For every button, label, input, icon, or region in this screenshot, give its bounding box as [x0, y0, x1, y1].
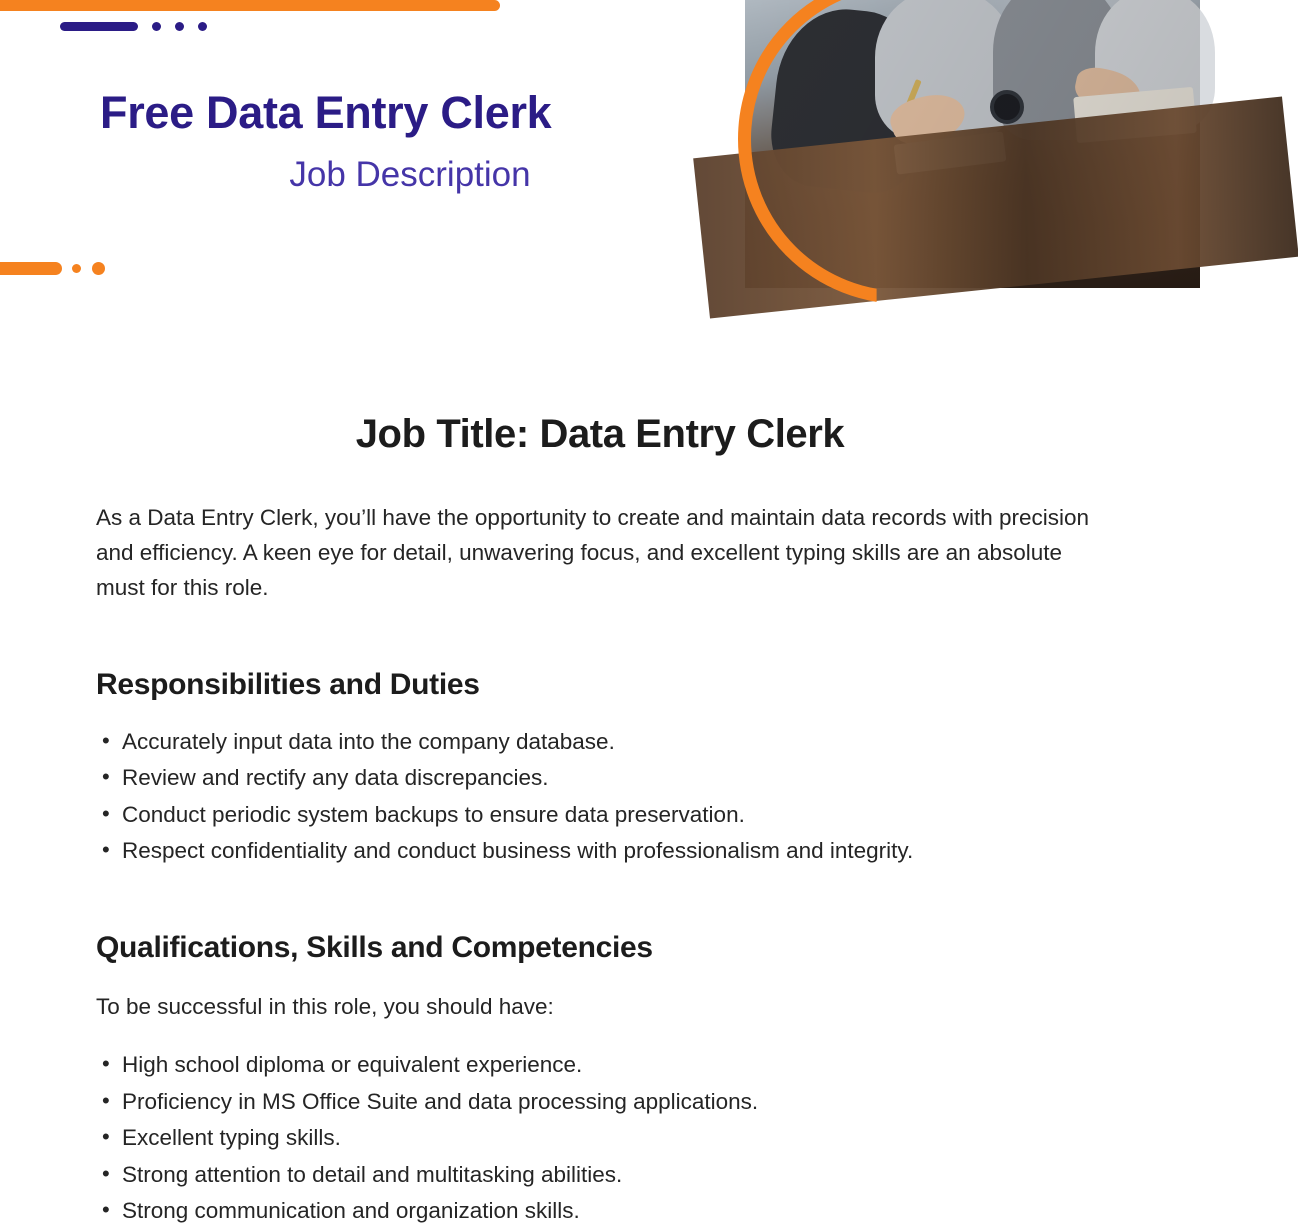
list-item: • Respect confidentiality and conduct business with professionalism and integrity.: [96, 833, 1104, 869]
section-heading-qualifications: Qualifications, Skills and Competencies: [96, 931, 653, 965]
header-photo: [745, 0, 1200, 288]
section-heading-responsibilities: Responsibilities and Duties: [96, 667, 480, 701]
list-item: • Conduct periodic system backups to ensure data preservation.: [96, 797, 1104, 833]
orange-dot-decoration: [72, 264, 81, 273]
list-item: • Strong attention to detail and multitasking abilities.: [96, 1157, 1104, 1193]
job-title-heading: Job Title: Data Entry Clerk: [355, 412, 845, 456]
document-header: [0, 0, 1200, 300]
list-item: • Excellent typing skills.: [96, 1120, 1104, 1156]
qualifications-list: [96, 1047, 1104, 1229]
notebook-shape: [894, 131, 1007, 174]
header-photo-image: [745, 0, 1200, 288]
list-item: • Accurately input data into the company database.: [96, 724, 1104, 760]
list-item: • Proficiency in MS Office Suite and data processing applications.: [96, 1084, 1104, 1120]
document-body: [0, 300, 1200, 1230]
list-item: • Review and rectify any data discrepancies.: [96, 760, 1104, 796]
qualifications-lead-text: To be successful in this role, you should have:: [96, 994, 554, 1020]
page-title: Free Data Entry Clerk: [100, 87, 552, 138]
responsibilities-list: [96, 724, 1104, 870]
navy-dash-decoration: [60, 22, 138, 31]
list-item: • High school diploma or equivalent experience.: [96, 1047, 1104, 1083]
list-item: • Strong communication and organization skills.: [96, 1193, 1104, 1229]
job-intro-paragraph: As a Data Entry Clerk, you’ll have the opportunity to create and maintain data records with precision and efficiency. A keen eye for detail, unwavering focus, and excellent typing skills are an absolute must for this role.: [96, 505, 1090, 600]
header-title-block: [100, 88, 720, 194]
orange-dash-decoration: [0, 262, 62, 275]
navy-dot-decoration: [152, 22, 161, 31]
page-subtitle: Job Description: [289, 154, 531, 194]
navy-dot-decoration: [175, 22, 184, 31]
orange-dot-decoration: [92, 262, 105, 275]
top-orange-bar-decoration: [0, 0, 500, 11]
navy-dot-decoration: [198, 22, 207, 31]
photo-shading-overlay: [745, 0, 1200, 288]
